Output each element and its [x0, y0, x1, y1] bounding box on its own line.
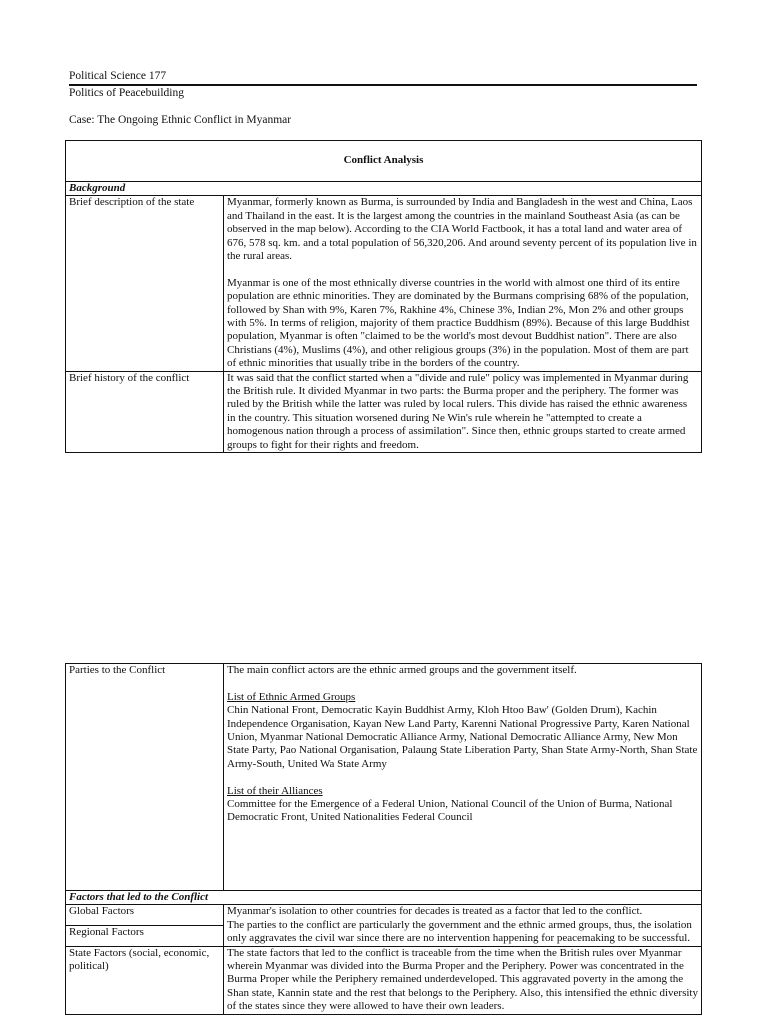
- conflict-analysis-table: [65, 140, 702, 453]
- row-label: Brief description of the state: [66, 196, 224, 371]
- section-row: [66, 891, 702, 905]
- paragraph: Myanmar, formerly known as Burma, is surrounded by India and Bangladesh in the west and China, Laos and Thailand in the east. It is the largest among the countries in the mainland Southeast Asia (as can be observed in the map below). According to the CIA World Factbook, it has a total land and water area of 676, 578 sq. km. and a total population of 56,320,206. And around seventy percent of its population live in the rural areas.: [227, 196, 697, 263]
- section-factors: Factors that led to the Conflict: [66, 891, 702, 905]
- paragraph: Chin National Front, Democratic Kayin Buddhist Army, Kloh Htoo Baw' (Golden Drum), Kachin Independence Organisation, Kayan New Land Party, Karenni National Progressive Party, Karen National Union, Myanmar National Democratic Alliance Army, National Democratic Alliance Army, New Mon State Party, Pao National Organisation, Palaung State Liberation Party, Shan State Army-North, Shan State Army-South, United Wa State Army: [227, 704, 698, 770]
- row-label: Global Factors: [66, 905, 224, 926]
- table-row: [66, 371, 702, 452]
- conflict-parties-table: [65, 663, 702, 1015]
- row-content: [224, 905, 702, 946]
- case-title: Case: The Ongoing Ethnic Conflict in Myanmar: [69, 114, 292, 126]
- row-content: [224, 664, 702, 891]
- row-label: State Factors (social, economic, political): [66, 946, 224, 1014]
- course-title: Political Science 177: [69, 70, 167, 82]
- section-row: [66, 182, 702, 196]
- paragraph: The state factors that led to the conflict is traceable from the time when the British rules over Myanmar wherein Myanmar was divided into the Burma Proper and the Periphery. Power was concentrated in the Burma Proper while the Periphery remained underdeveloped. This aggravated poverty in the among the Shan state, Kannin state and the rest that belongs to the Periphery. Also, this intensified the ethnic diversity of the states since they were allowed to have their own leaders.: [227, 946, 698, 1013]
- row-label: Parties to the Conflict: [66, 664, 224, 891]
- title-row: [66, 141, 702, 182]
- paragraph: Committee for the Emergence of a Federal Union, National Council of the Union of Burma, National Democratic Front, United Nationalities Federal Council: [227, 798, 673, 824]
- paragraph: Myanmar is one of the most ethnically diverse countries in the world with almost one third of its entire population are ethnic minorities. They are dominated by the Burmans comprising 68% of the population, followed by Shan with 9%, Karen 7%, Rakhine 4%, Chinese 3%, Indian 2%, Mon 2% and other groups with 5%. In terms of religion, majority of them practice Buddhism (89%). Because of this large Buddhist population, Myanmar is often "claimed to be the world's most devout Buddhist nation". There are also Christians (4%), Muslims (4%), and other religious groups (3%) in the population. Most of them are part of ethnic minorities that usually tribe in the borders of the country.: [227, 276, 690, 370]
- list-heading: List of their Alliances: [227, 784, 323, 797]
- section-background: Background: [66, 182, 702, 196]
- list-heading: List of Ethnic Armed Groups: [227, 690, 356, 703]
- paragraph: The parties to the conflict are particularly the government and the ethnic armed groups, thus, the isolation only aggravates the civil war since there are no intervention happening for peacemaking to be successful.: [227, 918, 692, 945]
- table-row: [66, 664, 702, 891]
- paragraph: It was said that the conflict started when a "divide and rule" policy was implemented in Myanmar during the British rule. It divided Myanmar in two parts: the Burma proper and the periphery. The former was ruled by the British while the latter was ruled by local rulers. This divide has raised the ethnic awareness in the country. This situation worsened during Ne Win's rule wherein he "attempted to create a homogenous nation through a process of assimilation". Since then, ethnic groups started to create armed groups to fight for their rights and freedom.: [227, 371, 689, 451]
- table-row: [66, 905, 702, 926]
- row-content: [224, 371, 702, 452]
- course-subtitle: Politics of Peacebuilding: [69, 87, 184, 99]
- paragraph: The main conflict actors are the ethnic armed groups and the government itself.: [227, 664, 577, 676]
- table-row: [66, 196, 702, 371]
- row-content: [224, 196, 702, 371]
- row-content: [224, 946, 702, 1014]
- table-row: [66, 946, 702, 1014]
- row-label: Regional Factors: [66, 926, 224, 947]
- table-title: Conflict Analysis: [66, 141, 702, 182]
- paragraph: Myanmar's isolation to other countries for decades is treated as a factor that led to the conflict.: [227, 905, 643, 918]
- row-label: Brief history of the conflict: [66, 371, 224, 452]
